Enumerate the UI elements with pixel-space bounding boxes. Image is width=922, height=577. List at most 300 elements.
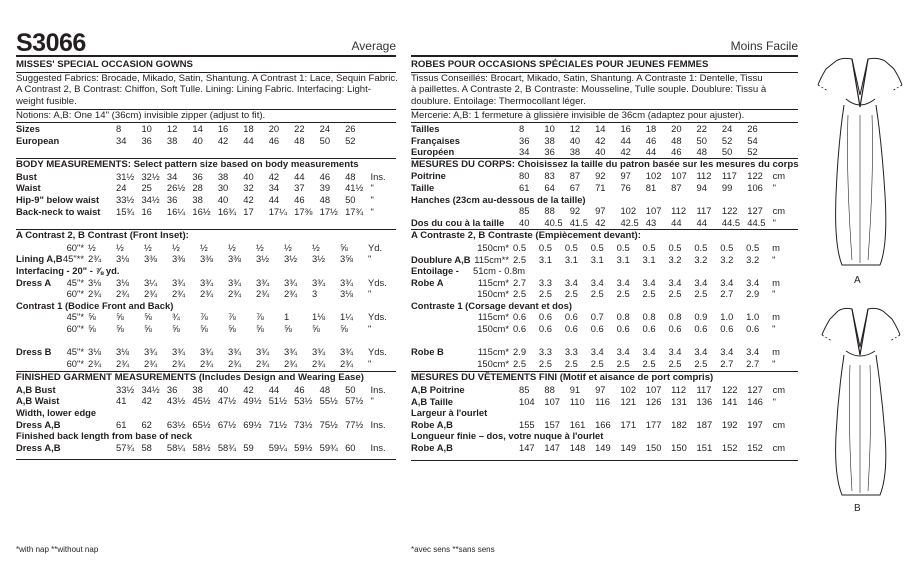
table-cell: 24: [721, 122, 733, 134]
row-label: [411, 242, 473, 254]
table-cell: 58¼: [166, 441, 186, 453]
table-cell: 151: [696, 442, 713, 453]
yardage-title-fr: A Contraste 2, B Contraste (Empiècement devant):: [411, 230, 641, 242]
table-cell: 26: [345, 122, 356, 134]
table-cell: 54: [747, 134, 758, 146]
table-cell: 60"*: [66, 357, 84, 369]
table-cell: 17½: [319, 205, 338, 217]
row-label: Françaises: [411, 134, 460, 146]
table-cell: 2.5: [616, 288, 630, 300]
table-row: [16, 242, 396, 254]
table-cell: 3⅝: [340, 253, 354, 265]
table-cell: 3.4: [720, 346, 734, 358]
difficulty-label: Average: [351, 39, 396, 53]
table-cell: 45"*: [66, 346, 84, 358]
english-column: [16, 0, 396, 460]
table-cell: 61: [519, 181, 530, 193]
table-cell: 3.1: [590, 253, 604, 265]
table-cell: 16¼: [166, 205, 186, 217]
table-cell: 141: [721, 395, 738, 407]
table-cell: 57¾: [116, 441, 135, 453]
table-cell: 38: [544, 134, 555, 146]
table-cell: 16½: [192, 205, 211, 217]
table-cell: Ins.: [370, 383, 386, 395]
table-cell: 42: [268, 170, 280, 182]
table-row: [411, 123, 798, 135]
table-cell: ⅝: [116, 322, 124, 334]
table-cell: 48: [319, 383, 331, 395]
pattern-number: S3066: [16, 29, 86, 57]
table-cell: 34½: [141, 383, 160, 395]
table-cell: 115cm*: [477, 276, 509, 288]
difficulty-label-fr: Moins Facile: [730, 39, 798, 53]
table-row: [16, 300, 396, 312]
table-cell: 16: [217, 122, 229, 134]
table-cell: 3¾: [172, 276, 186, 288]
table-cell: 42: [217, 134, 229, 146]
table-cell: ⅝: [88, 311, 96, 323]
table-cell: 150cm*: [477, 241, 509, 253]
table-row: [411, 384, 798, 396]
table-cell: m: [772, 311, 780, 323]
table-cell: 87: [671, 181, 682, 193]
table-cell: ": [370, 182, 374, 194]
table-cell: 44: [671, 216, 682, 228]
table-cell: 59: [243, 441, 254, 453]
table-cell: 34: [268, 182, 280, 194]
table-cell: [773, 135, 798, 147]
table-cell: 3¾: [312, 346, 326, 358]
yardage-title: A Contrast 2, B Contrast (Front Inset):: [16, 230, 189, 242]
table-cell: 47½: [217, 395, 237, 407]
table-cell: ¾: [172, 311, 180, 323]
table-cell: 65½: [192, 418, 211, 430]
table-cell: 0.6: [538, 311, 552, 323]
fabrics-line: weight fusible.: [16, 95, 77, 107]
table-cell: 0.5: [564, 241, 578, 253]
table-cell: [694, 265, 720, 277]
table-cell: ⅝: [340, 322, 348, 334]
table-cell: ⅝: [200, 322, 208, 334]
section-title-fr: ROBES POUR OCCASIONS SPÉCIALES POUR JEUNES FEMMES: [411, 59, 709, 70]
table-cell: 171: [620, 418, 637, 430]
table-cell: 38: [569, 146, 581, 158]
table-cell: 150cm*: [477, 357, 509, 369]
table-cell: 3.4: [694, 276, 708, 288]
row-label: [411, 335, 473, 347]
table-cell: 3.2: [746, 253, 760, 265]
sizes-table-fr: [411, 123, 798, 158]
table-cell: 60: [345, 441, 356, 453]
table-cell: 40: [192, 134, 203, 146]
table-cell: 36: [544, 146, 555, 158]
finished-measurements-title-fr: MESURES DU VÊTEMENTS FINI (Motif et aisance de port compris): [411, 372, 714, 384]
table-cell: 147: [519, 442, 535, 453]
row-label: Lining A,B: [16, 253, 63, 265]
fabrics-line: Tissus Conseillés: Brocart, Mikado, Satin, Shantung. A Contraste 1: Dentelle, Tissu: [411, 72, 763, 84]
table-cell: 161: [569, 418, 586, 430]
table-row: [411, 430, 798, 442]
table-cell: 88: [544, 205, 555, 217]
table-cell: 60"*: [66, 322, 84, 334]
table-cell: 97: [595, 384, 606, 396]
row-label: A,B Taille: [411, 395, 454, 407]
table-cell: 44: [620, 134, 631, 146]
table-cell: 3⅜: [172, 253, 186, 265]
table-row: [16, 311, 396, 323]
table-cell: Ins.: [370, 418, 386, 430]
table-cell: ": [368, 288, 372, 300]
table-row: [411, 335, 798, 347]
table-cell: 53½: [294, 395, 313, 407]
table-row: [411, 254, 798, 266]
table-cell: 37: [294, 182, 305, 194]
table-cell: 3: [312, 288, 318, 300]
table-cell: ": [772, 253, 776, 265]
row-label: Back-neck to waist: [16, 205, 101, 217]
table-cell: 51cm - 0.8m: [473, 265, 526, 277]
table-cell: 0.8: [668, 311, 682, 323]
row-label: Bust: [16, 170, 37, 182]
table-cell: ½: [256, 241, 264, 253]
table-cell: 2¾: [88, 253, 102, 265]
table-cell: 91: [569, 384, 581, 396]
table-cell: [591, 265, 617, 277]
table-cell: 46: [294, 193, 305, 205]
header: [16, 0, 396, 57]
table-cell: 152: [747, 442, 763, 453]
table-row: [411, 358, 798, 370]
table-cell: [513, 335, 539, 347]
table-cell: 148: [569, 442, 586, 453]
table-cell: cm: [772, 384, 786, 396]
table-cell: 44: [268, 383, 280, 395]
row-label: Contrast 1 (Bodice Front and Back): [16, 299, 174, 311]
table-cell: 80: [519, 170, 530, 182]
table-cell: 41: [116, 395, 127, 407]
table-cell: 38: [217, 170, 229, 182]
table-cell: [773, 123, 798, 135]
table-cell: 2.5: [564, 357, 578, 369]
table-row: [411, 346, 798, 358]
table-cell: 38: [166, 134, 178, 146]
table-cell: [643, 335, 669, 347]
table-cell: 73½: [294, 418, 313, 430]
table-cell: ": [368, 357, 372, 369]
fabrics-line: Suggested Fabrics: Brocade, Mikado, Satin, Shantung. A Contrast 1: Lace, Sequin Fabric.: [16, 72, 398, 84]
table-cell: 115cm*: [477, 311, 509, 323]
table-cell: ⅝: [340, 241, 348, 253]
row-label: [16, 311, 52, 323]
table-cell: 117: [696, 205, 712, 217]
table-cell: 0.5: [538, 241, 552, 253]
table-cell: 122: [747, 170, 763, 182]
table-cell: 3.1: [616, 253, 630, 265]
table-cell: ": [772, 395, 776, 407]
finished-measurements-table: [16, 384, 396, 454]
table-cell: 102: [620, 205, 637, 217]
table-cell: 50: [345, 383, 356, 395]
body-measurements-title-fr: MESURES DU CORPS: Choisissez la taille du patron basée sur les mesures du corps: [411, 158, 799, 170]
table-cell: 2¾: [200, 357, 214, 369]
table-cell: 2.7: [746, 357, 760, 369]
table-cell: 46: [294, 383, 305, 395]
table-cell: 69½: [243, 418, 262, 430]
table-cell: ⅝: [116, 311, 124, 323]
table-cell: 3.4: [564, 276, 578, 288]
row-label: Dos du cou à la taille: [411, 216, 505, 228]
table-cell: [539, 265, 565, 277]
table-cell: 43: [645, 216, 657, 228]
table-cell: 0.5: [590, 241, 604, 253]
table-cell: 18: [243, 122, 254, 134]
table-cell: 197: [747, 418, 763, 430]
table-cell: 44: [645, 146, 657, 158]
table-cell: 48: [696, 146, 707, 158]
table-cell: 127: [747, 384, 763, 396]
table-cell: Yds.: [368, 311, 387, 323]
table-cell: 121: [620, 395, 637, 407]
table-cell: 107: [544, 395, 561, 407]
table-cell: 3¾: [284, 276, 298, 288]
table-cell: ": [370, 205, 374, 217]
table-row: [16, 171, 396, 183]
table-cell: [340, 334, 368, 346]
table-cell: 115cm*: [477, 346, 509, 358]
table-cell: 3¾: [144, 346, 158, 358]
row-label: [411, 288, 473, 300]
table-row: [16, 265, 396, 277]
table-cell: [52, 334, 88, 346]
table-cell: 3.4: [616, 346, 630, 358]
table-row: [16, 358, 396, 370]
row-label: Interfacing - 20" - ⅞ yd.: [16, 264, 120, 276]
table-cell: 25: [141, 182, 152, 194]
table-cell: 2.9: [746, 288, 760, 300]
table-row: [16, 346, 396, 358]
table-row: [411, 407, 798, 419]
row-label: Waist: [16, 182, 41, 194]
row-label: Largeur à l'ourlet: [411, 407, 488, 419]
table-cell: 97: [595, 205, 606, 217]
row-label: [16, 323, 52, 335]
table-cell: 0.6: [538, 323, 552, 335]
row-label: European: [16, 134, 60, 146]
table-cell: 1.0: [746, 311, 760, 323]
table-cell: 136: [696, 395, 713, 407]
table-cell: 63½: [166, 418, 186, 430]
table-cell: 58: [141, 441, 152, 453]
table-cell: 2¾: [312, 357, 326, 369]
table-cell: ½: [312, 241, 320, 253]
row-label: [16, 334, 52, 346]
table-row: [16, 395, 396, 407]
table-cell: [312, 334, 340, 346]
table-cell: 42: [141, 395, 152, 407]
table-cell: [772, 335, 798, 347]
table-cell: 81: [645, 181, 657, 193]
table-cell: 150cm*: [477, 323, 509, 335]
table-cell: 106: [747, 181, 763, 193]
table-cell: 3⅜: [200, 253, 214, 265]
table-cell: 43½: [166, 395, 186, 407]
table-cell: 2¾: [172, 357, 186, 369]
table-cell: 34: [519, 146, 530, 158]
table-row: [411, 182, 798, 194]
table-cell: 2¾: [116, 288, 130, 300]
table-row: [411, 300, 798, 312]
view-a-label: A: [854, 275, 861, 286]
table-row: [411, 205, 798, 217]
table-cell: ": [772, 288, 776, 300]
table-cell: ": [772, 181, 776, 193]
table-cell: 2.5: [538, 288, 552, 300]
table-cell: 85: [519, 384, 530, 396]
table-cell: 46: [671, 146, 682, 158]
table-cell: ⅞: [228, 311, 236, 323]
table-cell: [643, 265, 669, 277]
table-cell: 67: [569, 181, 581, 193]
table-cell: 44.5: [747, 216, 766, 228]
table-cell: 92: [595, 170, 606, 182]
table-cell: 110: [569, 395, 585, 407]
table-cell: 39: [319, 182, 331, 194]
table-cell: 64: [544, 181, 555, 193]
table-cell: 20: [671, 122, 682, 134]
table-cell: 16: [620, 122, 631, 134]
table-cell: Yd.: [368, 241, 383, 253]
table-cell: 40: [243, 170, 254, 182]
row-label: Dress B: [16, 346, 52, 358]
table-cell: 17¾: [345, 205, 364, 217]
row-label: [16, 288, 52, 300]
table-cell: 182: [671, 418, 687, 430]
table-row: [411, 396, 798, 408]
table-cell: 75½: [319, 418, 338, 430]
table-cell: 45½: [192, 395, 211, 407]
table-cell: 18: [645, 122, 657, 134]
table-cell: 2.5: [642, 288, 656, 300]
table-cell: 3.4: [746, 276, 760, 288]
table-cell: 150cm*: [477, 288, 509, 300]
table-cell: 3.1: [564, 253, 578, 265]
header-fr: [411, 0, 798, 53]
table-cell: 2¾: [88, 288, 102, 300]
table-cell: [668, 265, 694, 277]
table-cell: 50: [319, 134, 331, 146]
table-cell: cm: [772, 170, 786, 182]
table-cell: 0.5: [694, 241, 708, 253]
table-cell: ½: [116, 241, 124, 253]
table-cell: 0.6: [513, 311, 527, 323]
table-cell: 2¾: [256, 288, 270, 300]
table-cell: 0.6: [694, 323, 708, 335]
table-cell: 2.7: [720, 357, 734, 369]
table-cell: ⅝: [284, 322, 292, 334]
table-cell: 2.5: [694, 288, 708, 300]
table-row: [411, 146, 798, 158]
table-row: [16, 442, 396, 454]
finished-measurements-title: FINISHED GARMENT MEASUREMENTS (Includes Design and Wearing Ease): [16, 372, 364, 384]
footnote-en: *with nap **without nap: [16, 545, 99, 554]
table-cell: 117: [721, 170, 737, 182]
table-cell: [371, 123, 396, 135]
table-cell: 187: [696, 418, 713, 430]
table-cell: 0.8: [616, 311, 630, 323]
table-row: [411, 442, 798, 454]
table-cell: 46: [319, 170, 331, 182]
table-cell: 3.4: [694, 346, 708, 358]
table-cell: 2.5: [538, 357, 552, 369]
table-cell: 16¾: [217, 205, 237, 217]
table-cell: 3¾: [312, 276, 326, 288]
table-cell: 3.4: [668, 276, 682, 288]
table-cell: 45"*: [66, 311, 84, 323]
table-cell: 52: [747, 146, 758, 158]
table-cell: 28: [192, 182, 203, 194]
table-cell: 42: [595, 216, 606, 228]
table-row: [16, 407, 396, 419]
table-cell: 0.6: [720, 323, 734, 335]
table-cell: [88, 334, 116, 346]
table-cell: 2.7: [513, 276, 527, 288]
table-cell: 0.5: [746, 241, 760, 253]
table-cell: 24: [319, 122, 331, 134]
table-cell: [144, 334, 172, 346]
table-cell: 42: [243, 193, 254, 205]
table-cell: 61: [116, 418, 127, 430]
table-cell: cm: [772, 442, 786, 453]
table-row: [16, 194, 396, 206]
table-cell: 44: [268, 193, 280, 205]
table-cell: 117: [696, 384, 712, 396]
table-cell: 48: [294, 134, 305, 146]
table-cell: 1: [284, 311, 290, 323]
table-cell: 2¾: [116, 357, 130, 369]
view-b-label: B: [854, 503, 861, 514]
table-cell: 45"**: [62, 253, 84, 265]
table-cell: [720, 335, 746, 347]
table-cell: 0.6: [513, 323, 527, 335]
row-label: [411, 311, 473, 323]
table-cell: 1⅛: [312, 311, 326, 323]
table-cell: 41.5: [569, 216, 588, 228]
table-cell: 41½: [345, 182, 364, 194]
table-cell: 3¾: [172, 346, 186, 358]
table-cell: [539, 335, 565, 347]
table-row: [16, 419, 396, 431]
table-row: [411, 277, 798, 289]
table-cell: 2¾: [284, 288, 298, 300]
table-cell: [668, 335, 694, 347]
table-cell: 36: [166, 193, 178, 205]
table-cell: 3¾: [284, 346, 298, 358]
table-cell: Yds.: [368, 346, 387, 358]
table-cell: 0.8: [642, 311, 656, 323]
row-label: A,B Bust: [16, 383, 56, 395]
row-label: [411, 205, 519, 217]
fabrics-line: doublure. Entoilage: Thermocollant léger.: [411, 95, 586, 107]
row-label: A,B Waist: [16, 395, 60, 407]
table-row: [411, 194, 798, 206]
table-cell: 131: [671, 395, 687, 407]
table-cell: 112: [671, 384, 687, 396]
table-cell: 150: [645, 442, 662, 453]
table-cell: 122: [721, 384, 738, 396]
view-b-sketch: [822, 308, 900, 495]
table-cell: 10: [544, 122, 555, 134]
table-cell: 71½: [268, 418, 287, 430]
